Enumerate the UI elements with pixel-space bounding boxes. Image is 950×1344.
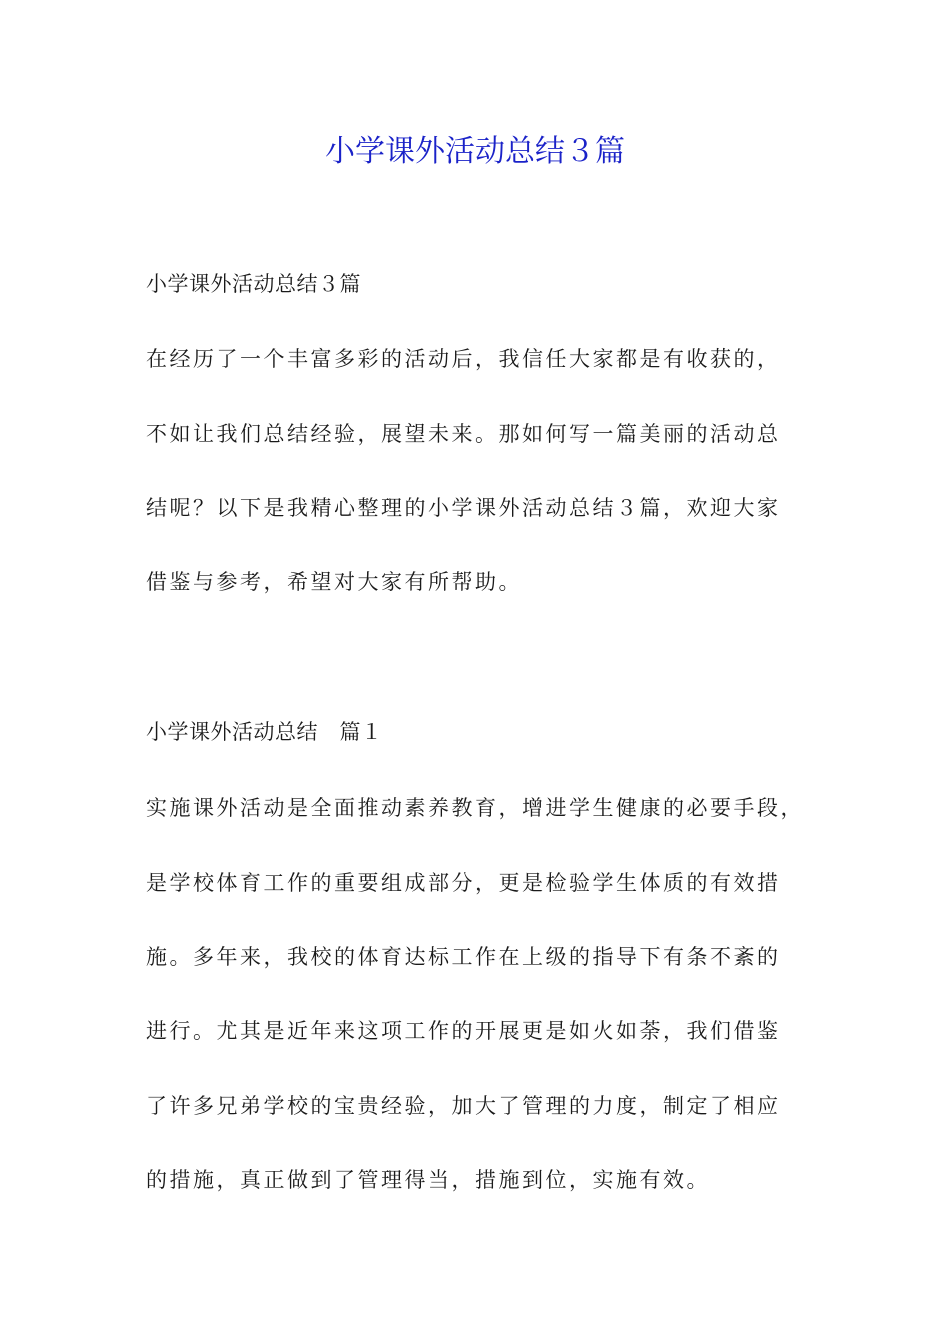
section1-line-5: 了许多兄弟学校的宝贵经验，加大了管理的力度，制定了相应 — [146, 1094, 781, 1118]
section1-line-1: 实施课外活动是全面推动素养教育，增进学生健康的必要手段， — [146, 796, 804, 820]
document-title: 小学课外活动总结３篇 — [325, 134, 625, 169]
intro-heading: 小学课外活动总结３篇 — [146, 272, 361, 296]
section1-line-6: 的措施，真正做到了管理得当，措施到位，实施有效。 — [146, 1168, 710, 1192]
intro-line-4: 借鉴与参考，希望对大家有所帮助。 — [146, 570, 522, 594]
section1-line-4: 进行。尤其是近年来这项工作的开展更是如火如荼，我们借鉴 — [146, 1019, 781, 1043]
intro-line-1: 在经历了一个丰富多彩的活动后，我信任大家都是有收获的， — [146, 347, 781, 371]
section1-heading: 小学课外活动总结 篇１ — [146, 720, 383, 744]
intro-line-2: 不如让我们总结经验，展望未来。那如何写一篇美丽的活动总 — [146, 422, 781, 446]
intro-line-3: 结呢？以下是我精心整理的小学课外活动总结３篇，欢迎大家 — [146, 496, 781, 520]
section1-line-3: 施。多年来，我校的体育达标工作在上级的指导下有条不紊的 — [146, 945, 781, 969]
section1-line-2: 是学校体育工作的重要组成部分，更是检验学生体质的有效措 — [146, 871, 781, 895]
